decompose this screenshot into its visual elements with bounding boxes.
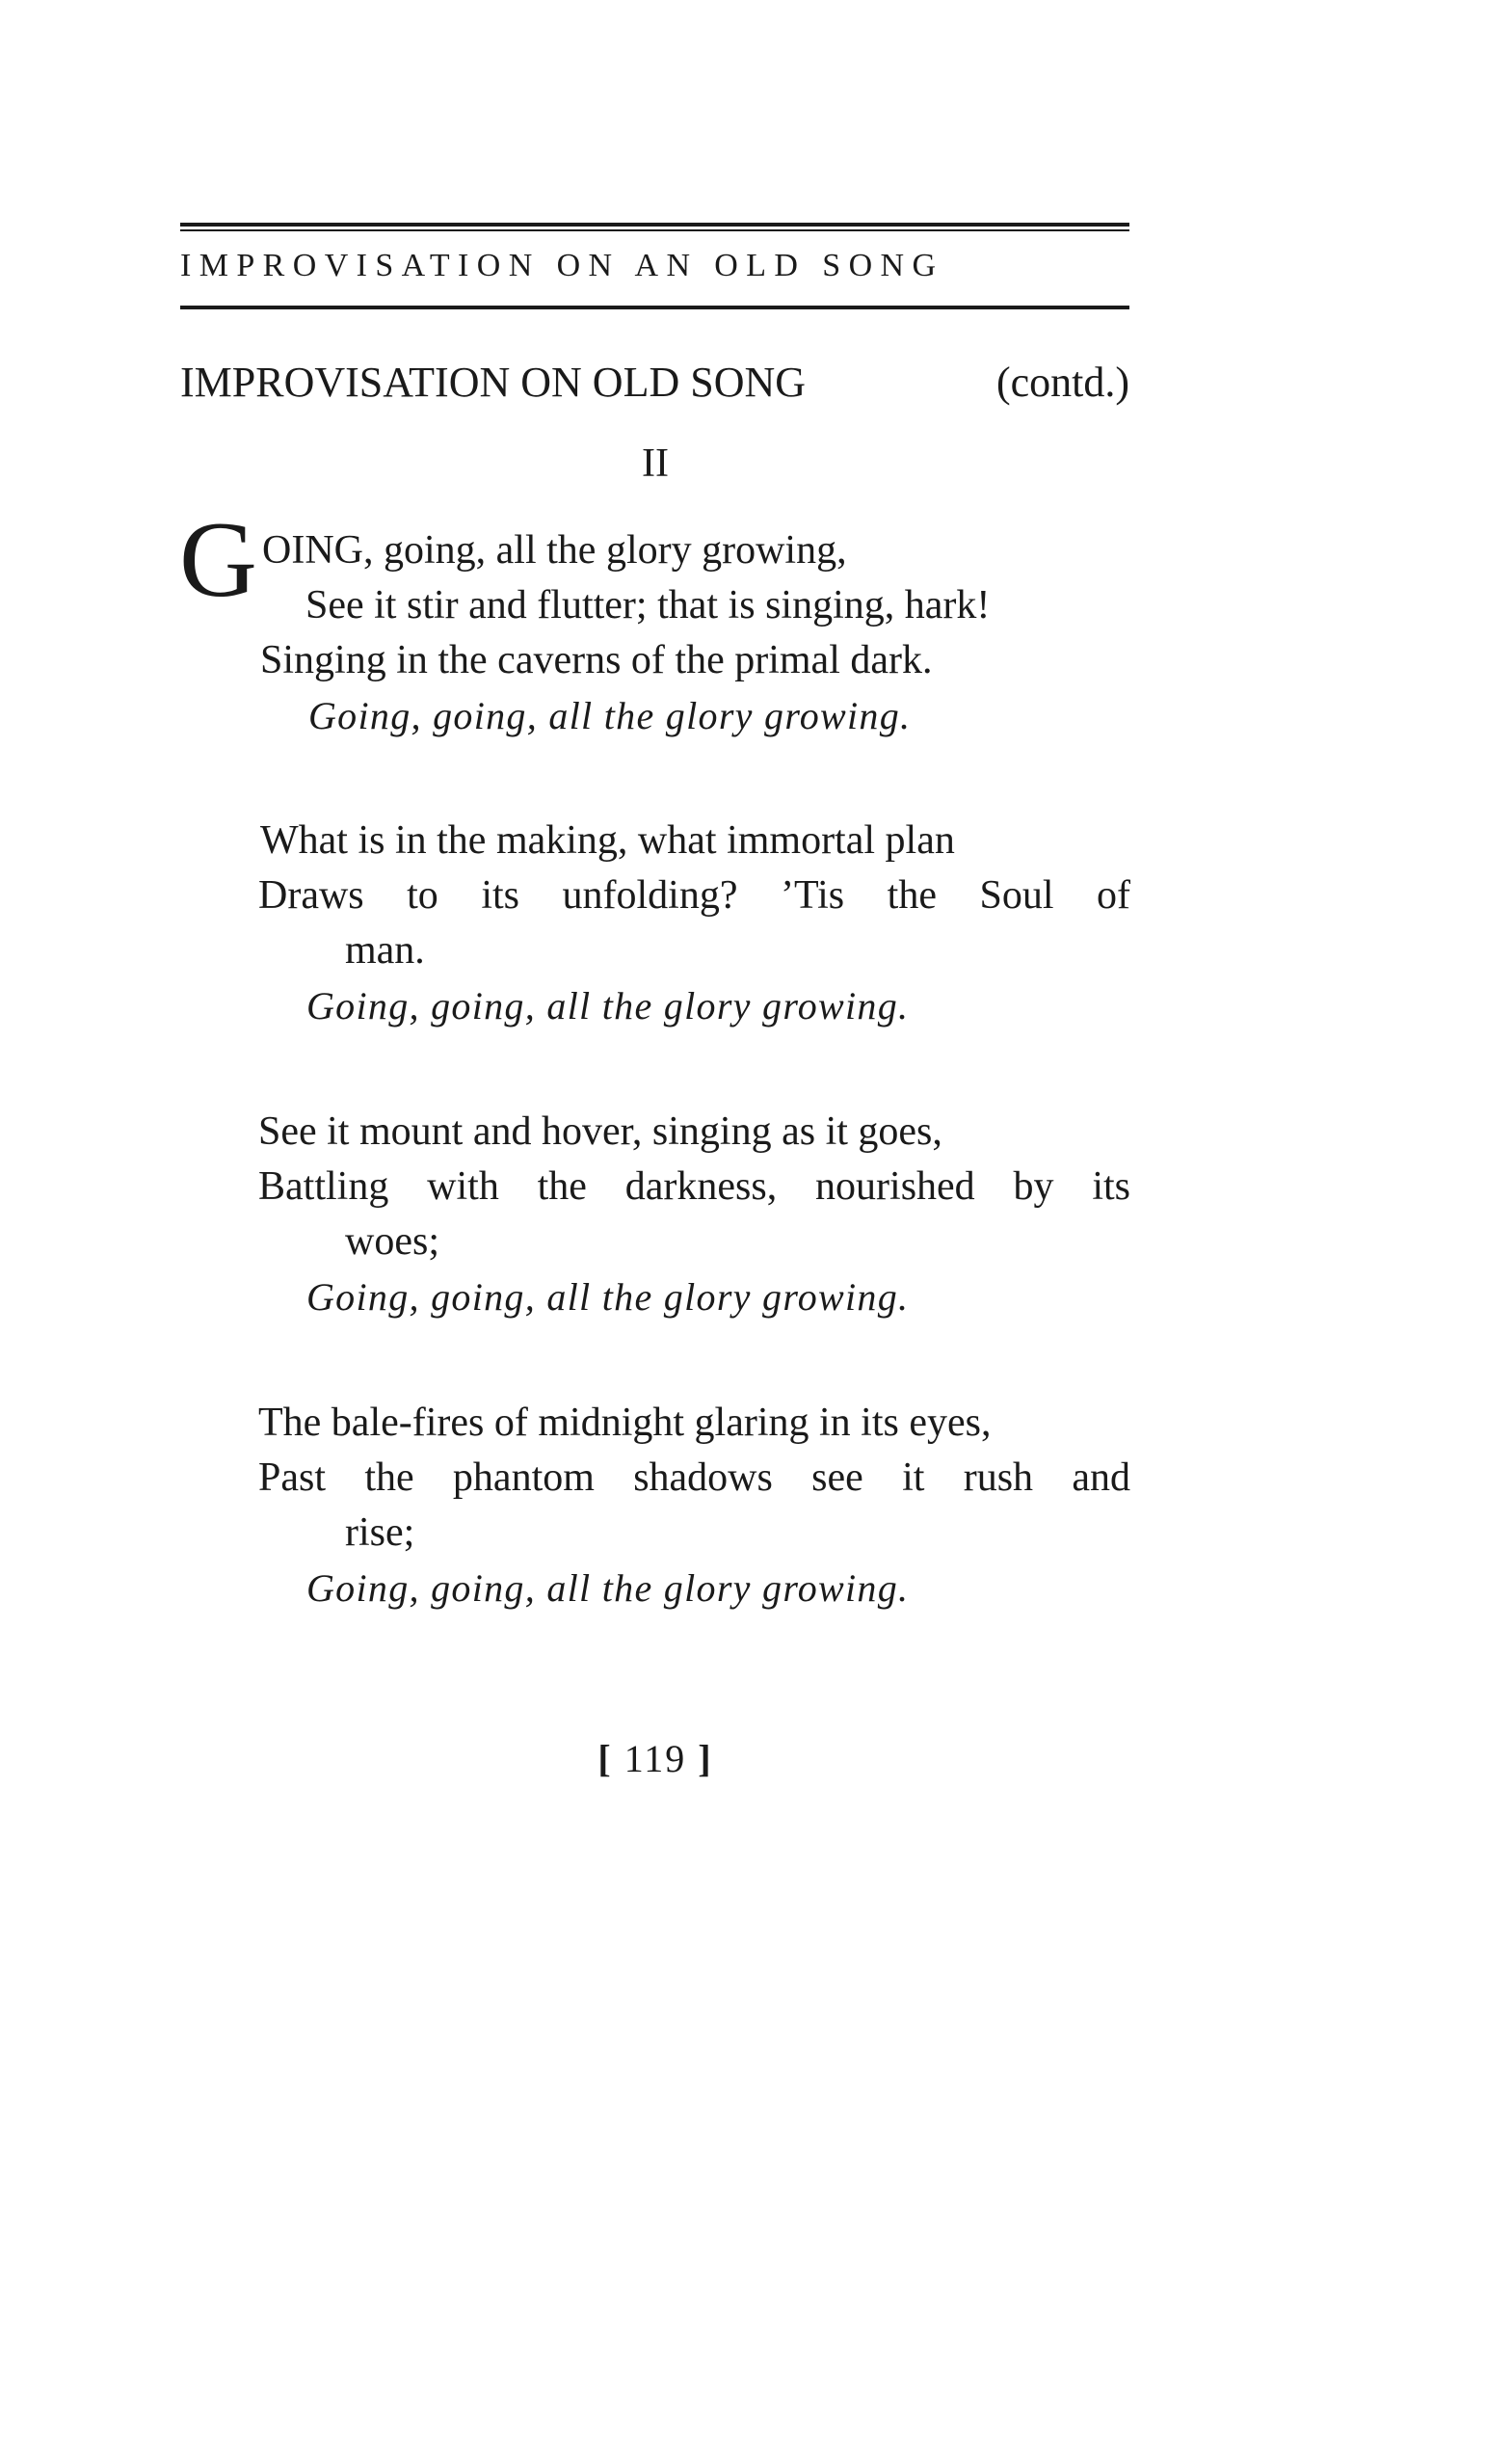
stanza-2-line-3: man. bbox=[345, 928, 425, 973]
stanza-1-line-2: See it stir and flutter; that is singing, hark! bbox=[305, 583, 991, 627]
stanza-3-line-3: woes; bbox=[345, 1219, 439, 1264]
stanza-4-line-1: The bale-fires of midnight glaring in its eyes, bbox=[258, 1401, 992, 1445]
poem-title-main: IMPROVISATION ON OLD SONG bbox=[180, 359, 807, 406]
stanza-1-line-3: Singing in the caverns of the primal dark. bbox=[260, 638, 933, 682]
header-rule-bottom bbox=[180, 306, 1129, 309]
stanza-2-line-1: What is in the making, what immortal plan bbox=[260, 818, 955, 863]
stanza-4-line-3: rise; bbox=[345, 1510, 415, 1555]
stanza-4-line-2: Past the phantom shadows see it rush and bbox=[258, 1455, 1130, 1500]
page-number-close-bracket: ] bbox=[698, 1737, 713, 1780]
stanza-4-refrain: Going, going, all the glory growing. bbox=[306, 1566, 910, 1610]
drop-cap: G bbox=[179, 500, 257, 620]
poem-title bbox=[180, 357, 1129, 409]
section-numeral: II bbox=[642, 441, 669, 486]
page-number-value: 119 bbox=[623, 1737, 687, 1780]
poem-title-contd: (contd.) bbox=[995, 359, 1129, 406]
stanza-3-line-1: See it mount and hover, singing as it goes, bbox=[258, 1109, 942, 1154]
stanza-3-refrain: Going, going, all the glory growing. bbox=[306, 1275, 910, 1319]
stanza-3-line-2: Battling with the darkness, nourished by its bbox=[258, 1164, 1130, 1209]
stanza-1-line-1: OING, going, all the glory growing, bbox=[262, 528, 847, 573]
stanza-2-line-2: Draws to its unfolding? ’Tis the Soul of bbox=[258, 873, 1130, 918]
header-rule-top bbox=[180, 223, 1129, 227]
page-number-open-bracket: [ bbox=[597, 1737, 613, 1780]
running-head: IMPROVISATION ON AN OLD SONG bbox=[180, 248, 944, 283]
page-number bbox=[0, 1735, 1311, 1783]
stanza-1-refrain: Going, going, all the glory growing. bbox=[308, 694, 912, 737]
stanza-2-refrain: Going, going, all the glory growing. bbox=[306, 984, 910, 1028]
header-rule-top-thin bbox=[180, 229, 1129, 231]
